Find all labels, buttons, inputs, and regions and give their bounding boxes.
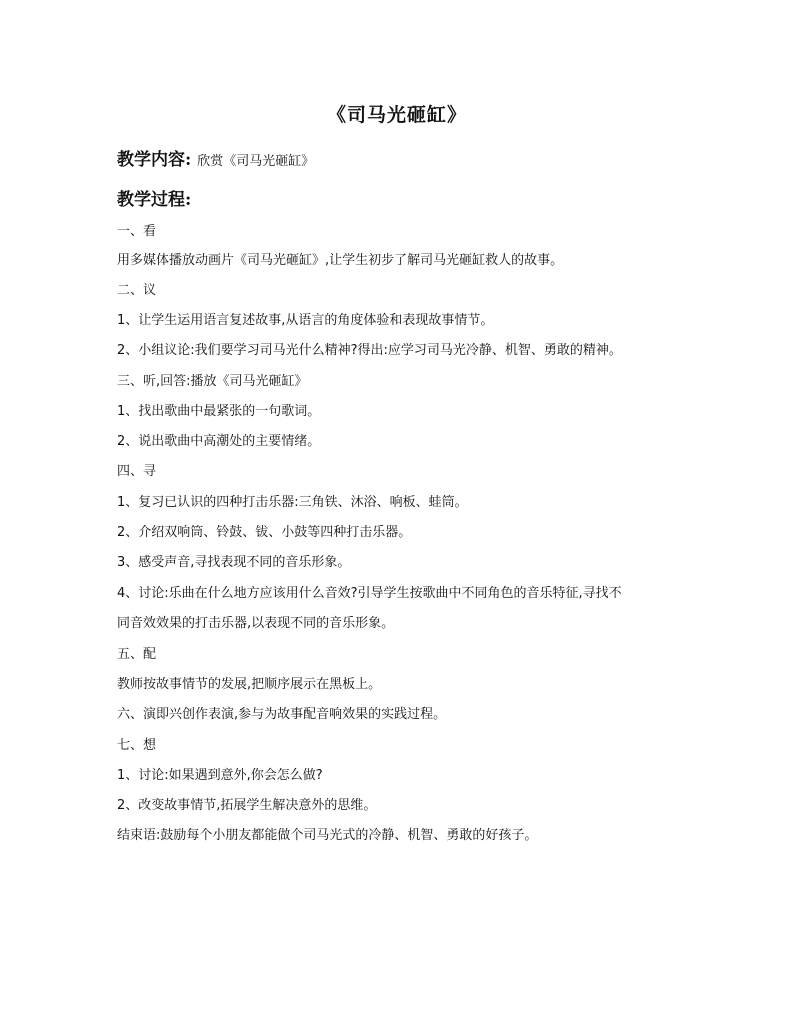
section-search-heading: 四、寻 [117, 464, 157, 479]
section-match-heading: 五、配 [117, 647, 157, 662]
text-line: 1、讨论:如果遇到意外,你会怎么做? [117, 768, 323, 783]
text-line: 用多媒体播放动画片《司马光砸缸》,让学生初步了解司马光砸缸救人的故事。 [117, 253, 564, 268]
teaching-content-row [117, 145, 314, 170]
teaching-content-value: 欣赏《司马光砸缸》 [197, 154, 315, 169]
text-line: 4、讨论:乐曲在什么地方应该用什么音效?引导学生按歌曲中不同角色的音乐特征,寻找不 [117, 586, 622, 601]
text-line: 2、小组议论:我们要学习司马光什么精神?得出:应学习司马光冷静、机智、勇敢的精神。 [117, 343, 622, 358]
document-title: 《司马光砸缸》 [326, 104, 467, 126]
text-line: 3、感受声音,寻找表现不同的音乐形象。 [117, 555, 351, 570]
teaching-process-heading: 教学过程: [117, 190, 192, 210]
text-line: 1、让学生运用语言复述故事,从语言的角度体验和表现故事情节。 [117, 313, 494, 328]
text-line: 2、说出歌曲中高潮处的主要情绪。 [117, 434, 321, 449]
section-think-heading: 七、想 [117, 738, 157, 753]
section-perform-heading: 六、演即兴创作表演,参与为故事配音响效果的实践过程。 [117, 707, 447, 722]
text-line: 1、找出歌曲中最紧张的一句歌词。 [117, 404, 321, 419]
section-discuss-heading: 二、议 [117, 283, 157, 298]
text-line: 1、复习已认识的四种打击乐器:三角铁、沐浴、响板、蛙筒。 [117, 495, 468, 510]
text-line: 同音效效果的打击乐器,以表现不同的音乐形象。 [117, 616, 395, 631]
text-line: 教师按故事情节的发展,把顺序展示在黑板上。 [117, 677, 382, 692]
section-listen-heading: 三、听,回答:播放《司马光砸缸》 [117, 374, 308, 389]
closing-remark: 结束语:鼓励每个小朋友都能做个司马光式的冷静、机智、勇敢的好孩子。 [117, 828, 538, 843]
text-line: 2、改变故事情节,拓展学生解决意外的思维。 [117, 798, 377, 813]
teaching-content-label: 教学内容: [117, 150, 192, 170]
section-look-heading: 一、看 [117, 224, 157, 239]
text-line: 2、介绍双响筒、铃鼓、钹、小鼓等四种打击乐器。 [117, 525, 412, 540]
